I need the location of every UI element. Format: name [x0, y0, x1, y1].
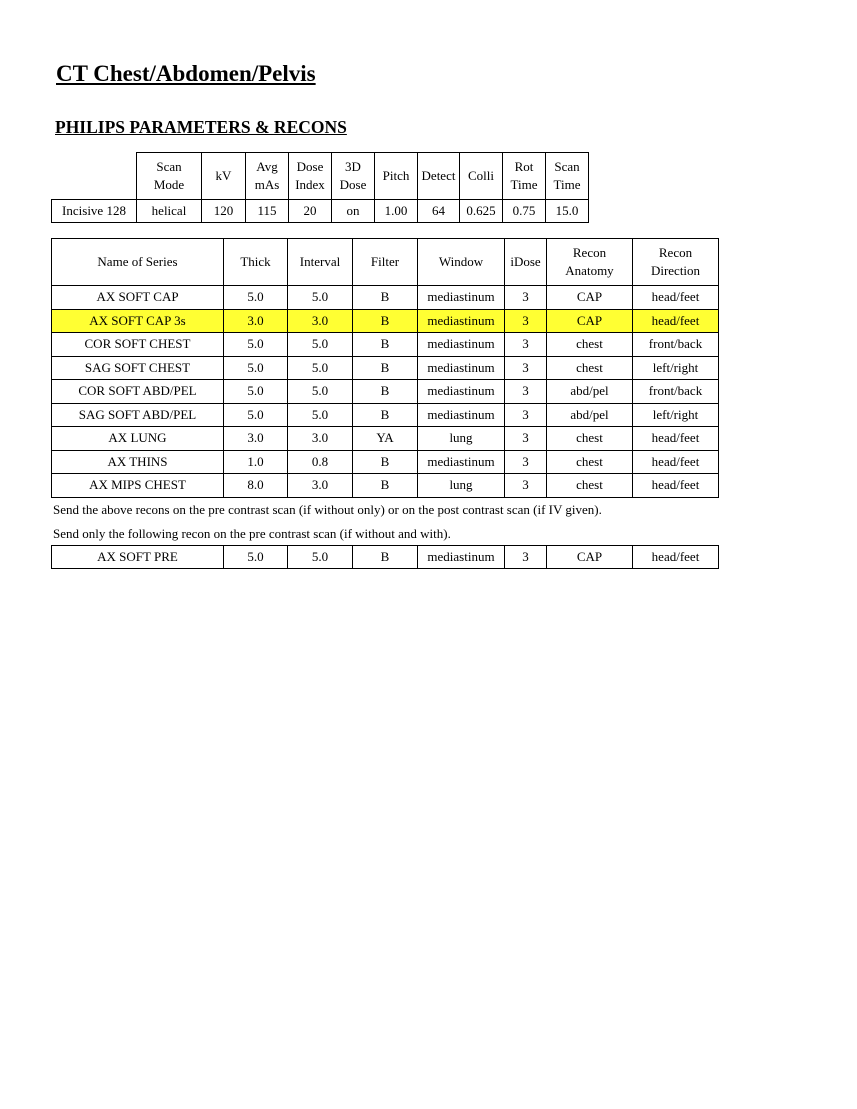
filter-cell: B — [353, 333, 418, 357]
direction-cell: head/feet — [633, 427, 719, 451]
idose-cell: 3 — [505, 450, 547, 474]
table-row — [52, 333, 719, 357]
idose-cell: 3 — [505, 427, 547, 451]
header-interval: Interval — [288, 239, 353, 286]
value-avg-mas: 115 — [246, 200, 289, 223]
direction-cell: head/feet — [633, 286, 719, 310]
anatomy-cell: CAP — [547, 546, 633, 569]
thick-cell: 5.0 — [224, 286, 288, 310]
table-row — [52, 546, 719, 569]
page-title: CT Chest/Abdomen/Pelvis — [56, 61, 316, 86]
filter-cell: B — [353, 450, 418, 474]
direction-cell: head/feet — [633, 546, 719, 569]
window-cell: mediastinum — [418, 356, 505, 380]
series-name: AX THINS — [52, 450, 224, 474]
header-thick: Thick — [224, 239, 288, 286]
idose-cell: 3 — [505, 403, 547, 427]
table-row — [52, 403, 719, 427]
value-rot-time: 0.75 — [503, 200, 546, 223]
header-rot-time: Rot Time — [503, 153, 546, 200]
table-row — [52, 380, 719, 404]
thick-cell: 3.0 — [224, 309, 288, 333]
interval-cell: 5.0 — [288, 546, 353, 569]
anatomy-cell: CAP — [547, 286, 633, 310]
direction-cell: front/back — [633, 380, 719, 404]
window-cell: mediastinum — [418, 380, 505, 404]
anatomy-cell: CAP — [547, 309, 633, 333]
scan-parameters-table — [51, 152, 589, 223]
thick-cell: 5.0 — [224, 333, 288, 357]
idose-cell: 3 — [505, 333, 547, 357]
series-name: AX SOFT CAP — [52, 286, 224, 310]
interval-cell: 3.0 — [288, 309, 353, 333]
anatomy-cell: abd/pel — [547, 380, 633, 404]
header-scan-mode: Scan Mode — [137, 153, 202, 200]
thick-cell: 1.0 — [224, 450, 288, 474]
interval-cell: 3.0 — [288, 427, 353, 451]
value-detect: 64 — [418, 200, 460, 223]
header-recon-direction: Recon Direction — [633, 239, 719, 286]
series-name: AX SOFT PRE — [52, 546, 224, 569]
recons-header-row — [52, 239, 719, 286]
thick-cell: 5.0 — [224, 380, 288, 404]
header-dose-index: Dose Index — [289, 153, 332, 200]
table-row-highlighted — [52, 309, 719, 333]
anatomy-cell: chest — [547, 356, 633, 380]
header-avg-mas: Avg mAs — [246, 153, 289, 200]
value-colli: 0.625 — [460, 200, 503, 223]
interval-cell: 5.0 — [288, 286, 353, 310]
interval-cell: 5.0 — [288, 380, 353, 404]
idose-cell: 3 — [505, 309, 547, 333]
window-cell: mediastinum — [418, 403, 505, 427]
filter-cell: B — [353, 309, 418, 333]
header-idose: iDose — [505, 239, 547, 286]
header-recon-anatomy: Recon Anatomy — [547, 239, 633, 286]
note-above-recons: Send the above recons on the pre contrast scan (if without only) or on the post contrast scan (if IV given). — [53, 502, 602, 517]
filter-cell: B — [353, 546, 418, 569]
anatomy-cell: chest — [547, 333, 633, 357]
header-detect: Detect — [418, 153, 460, 200]
anatomy-cell: chest — [547, 450, 633, 474]
series-name: COR SOFT ABD/PEL — [52, 380, 224, 404]
series-name: COR SOFT CHEST — [52, 333, 224, 357]
value-scan-time: 15.0 — [546, 200, 589, 223]
value-pitch: 1.00 — [375, 200, 418, 223]
window-cell: mediastinum — [418, 286, 505, 310]
thick-cell: 5.0 — [224, 546, 288, 569]
header-filter: Filter — [353, 239, 418, 286]
direction-cell: head/feet — [633, 309, 719, 333]
thick-cell: 5.0 — [224, 356, 288, 380]
direction-cell: front/back — [633, 333, 719, 357]
window-cell: lung — [418, 474, 505, 498]
filter-cell: B — [353, 286, 418, 310]
series-name: AX MIPS CHEST — [52, 474, 224, 498]
idose-cell: 3 — [505, 546, 547, 569]
value-kv: 120 — [202, 200, 246, 223]
value-dose-index: 20 — [289, 200, 332, 223]
interval-cell: 5.0 — [288, 356, 353, 380]
thick-cell: 8.0 — [224, 474, 288, 498]
series-name: AX SOFT CAP 3s — [52, 309, 224, 333]
direction-cell: head/feet — [633, 474, 719, 498]
filter-cell: B — [353, 380, 418, 404]
idose-cell: 3 — [505, 286, 547, 310]
direction-cell: head/feet — [633, 450, 719, 474]
thick-cell: 5.0 — [224, 403, 288, 427]
header-window: Window — [418, 239, 505, 286]
value-scan-mode: helical — [137, 200, 202, 223]
series-name: AX LUNG — [52, 427, 224, 451]
header-kv: kV — [202, 153, 246, 200]
window-cell: mediastinum — [418, 309, 505, 333]
parameters-value-row — [52, 200, 589, 223]
direction-cell: left/right — [633, 403, 719, 427]
interval-cell: 5.0 — [288, 333, 353, 357]
filter-cell: B — [353, 403, 418, 427]
header-pitch: Pitch — [375, 153, 418, 200]
window-cell: mediastinum — [418, 333, 505, 357]
pre-contrast-recon-table — [51, 545, 719, 569]
parameters-header-row — [52, 153, 589, 200]
filter-cell: B — [353, 474, 418, 498]
thick-cell: 3.0 — [224, 427, 288, 451]
series-name: SAG SOFT CHEST — [52, 356, 224, 380]
idose-cell: 3 — [505, 380, 547, 404]
header-series-name: Name of Series — [52, 239, 224, 286]
header-colli: Colli — [460, 153, 503, 200]
window-cell: mediastinum — [418, 450, 505, 474]
value-3d-dose: on — [332, 200, 375, 223]
filter-cell: YA — [353, 427, 418, 451]
interval-cell: 5.0 — [288, 403, 353, 427]
table-row — [52, 427, 719, 451]
table-row — [52, 356, 719, 380]
anatomy-cell: abd/pel — [547, 403, 633, 427]
table-row — [52, 474, 719, 498]
recons-table — [51, 238, 719, 498]
blank-header-cell — [52, 153, 137, 200]
section-title: PHILIPS PARAMETERS & RECONS — [55, 117, 347, 137]
header-scan-time: Scan Time — [546, 153, 589, 200]
interval-cell: 0.8 — [288, 450, 353, 474]
filter-cell: B — [353, 356, 418, 380]
series-name: SAG SOFT ABD/PEL — [52, 403, 224, 427]
note-pre-contrast-only: Send only the following recon on the pre contrast scan (if without and with). — [53, 526, 451, 541]
idose-cell: 3 — [505, 356, 547, 380]
idose-cell: 3 — [505, 474, 547, 498]
direction-cell: left/right — [633, 356, 719, 380]
table-row — [52, 286, 719, 310]
anatomy-cell: chest — [547, 474, 633, 498]
header-3d-dose: 3D Dose — [332, 153, 375, 200]
window-cell: lung — [418, 427, 505, 451]
table-row — [52, 450, 719, 474]
scanner-name: Incisive 128 — [52, 200, 137, 223]
interval-cell: 3.0 — [288, 474, 353, 498]
window-cell: mediastinum — [418, 546, 505, 569]
anatomy-cell: chest — [547, 427, 633, 451]
